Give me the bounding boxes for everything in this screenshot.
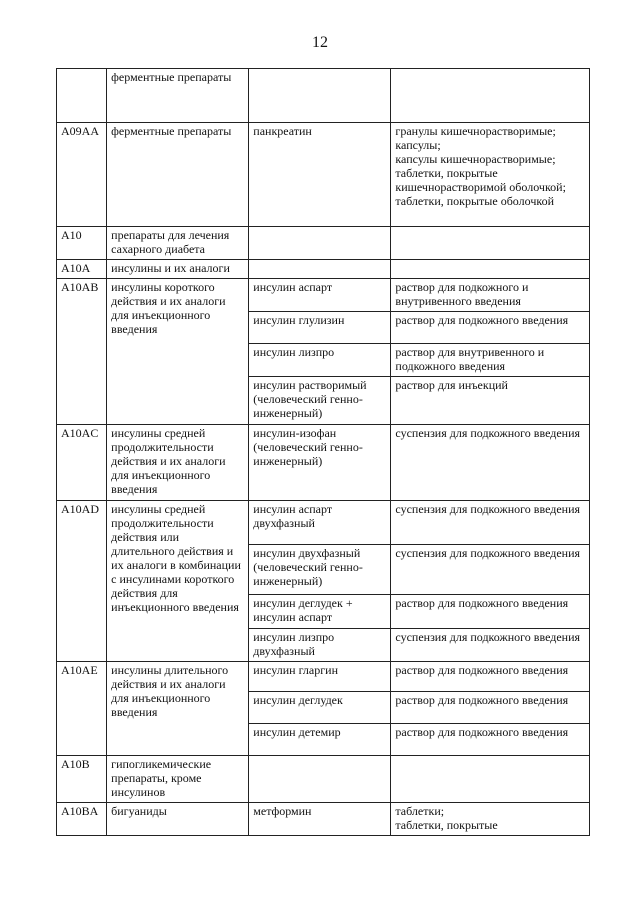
drug-name-cell: инсулин аспарт — [249, 279, 391, 312]
dosage-form-cell: раствор для внутривенного и подкожного введения — [391, 344, 590, 377]
drug-name-cell: инсулин гларгин — [249, 662, 391, 692]
drug-name-cell: инсулин лизпро — [249, 344, 391, 377]
drug-name-cell: инсулин лизпро двухфазный — [249, 629, 391, 662]
table-row — [57, 662, 590, 692]
atc-code-cell — [57, 69, 107, 123]
dosage-form-cell: раствор для подкожного и внутривенного введения — [391, 279, 590, 312]
drug-name-cell: метформин — [249, 803, 391, 836]
drug-name-cell: инсулин-изофан (человеческий генно-инженерный) — [249, 425, 391, 501]
pharm-group-cell: бигуаниды — [107, 803, 249, 836]
dosage-form-cell: суспензия для подкожного введения — [391, 545, 590, 595]
dosage-form-cell: таблетки; таблетки, покрытые — [391, 803, 590, 836]
dosage-form-cell: суспензия для подкожного введения — [391, 425, 590, 501]
table-row — [57, 501, 590, 545]
pharm-group-cell: гипогликемические препараты, кроме инсулинов — [107, 756, 249, 803]
dosage-form-cell: раствор для подкожного введения — [391, 595, 590, 629]
pharm-group-cell: инсулины средней продолжительности действия или длительного действия и их аналоги в комбинации с инсулинами короткого действия для инъекционного введения — [107, 501, 249, 662]
dosage-form-cell: раствор для подкожного введения — [391, 724, 590, 756]
atc-code-cell: A10 — [57, 227, 107, 260]
table-row — [57, 279, 590, 312]
atc-code-cell: A10AB — [57, 279, 107, 425]
drug-name-cell: инсулин аспарт двухфазный — [249, 501, 391, 545]
drug-name-cell — [249, 227, 391, 260]
atc-code-cell: A10B — [57, 756, 107, 803]
dosage-form-cell: суспензия для подкожного введения — [391, 501, 590, 545]
dosage-form-cell: гранулы кишечнорастворимые; капсулы; капсулы кишечнорастворимые; таблетки, покрытые кишечнорастворимой оболочкой; таблетки, покрытые оболочкой — [391, 123, 590, 227]
atc-code-cell: A10AD — [57, 501, 107, 662]
atc-code-cell: A10AC — [57, 425, 107, 501]
dosage-form-cell: раствор для подкожного введения — [391, 692, 590, 724]
dosage-form-cell — [391, 260, 590, 279]
dosage-form-cell: раствор для подкожного введения — [391, 662, 590, 692]
atc-code-cell: A09AA — [57, 123, 107, 227]
drug-name-cell — [249, 756, 391, 803]
table-row — [57, 260, 590, 279]
table-row — [57, 803, 590, 836]
pharm-group-cell: препараты для лечения сахарного диабета — [107, 227, 249, 260]
page-number: 12 — [312, 34, 328, 51]
pharm-group-cell: инсулины и их аналоги — [107, 260, 249, 279]
drug-name-cell: инсулин растворимый (человеческий генно-инженерный) — [249, 377, 391, 425]
atc-code-cell: A10AE — [57, 662, 107, 756]
dosage-form-cell: суспензия для подкожного введения — [391, 629, 590, 662]
dosage-form-cell: раствор для инъекций — [391, 377, 590, 425]
atc-code-cell: A10A — [57, 260, 107, 279]
drug-name-cell: инсулин деглудек — [249, 692, 391, 724]
dosage-form-cell: раствор для подкожного введения — [391, 312, 590, 344]
table-row — [57, 425, 590, 501]
drug-name-cell: инсулин деглудек + инсулин аспарт — [249, 595, 391, 629]
table-row — [57, 227, 590, 260]
pharm-group-cell: инсулины длительного действия и их аналоги для инъекционного введения — [107, 662, 249, 756]
pharm-group-cell: инсулины средней продолжительности действия и их аналоги для инъекционного введения — [107, 425, 249, 501]
drug-name-cell: инсулин детемир — [249, 724, 391, 756]
dosage-form-cell — [391, 756, 590, 803]
pharm-group-cell: инсулины короткого действия и их аналоги для инъекционного введения — [107, 279, 249, 425]
pharm-group-cell: ферментные препараты — [107, 123, 249, 227]
atc-code-cell: A10BA — [57, 803, 107, 836]
table-row — [57, 123, 590, 227]
drug-name-cell: инсулин двухфазный (человеческий генно-инженерный) — [249, 545, 391, 595]
drug-name-cell — [249, 260, 391, 279]
dosage-form-cell — [391, 69, 590, 123]
drug-name-cell — [249, 69, 391, 123]
drug-classification-table — [56, 68, 590, 836]
drug-name-cell: инсулин глулизин — [249, 312, 391, 344]
dosage-form-cell — [391, 227, 590, 260]
table-row — [57, 69, 590, 123]
pharm-group-cell: ферментные препараты — [107, 69, 249, 123]
drug-name-cell: панкреатин — [249, 123, 391, 227]
table-row — [57, 756, 590, 803]
